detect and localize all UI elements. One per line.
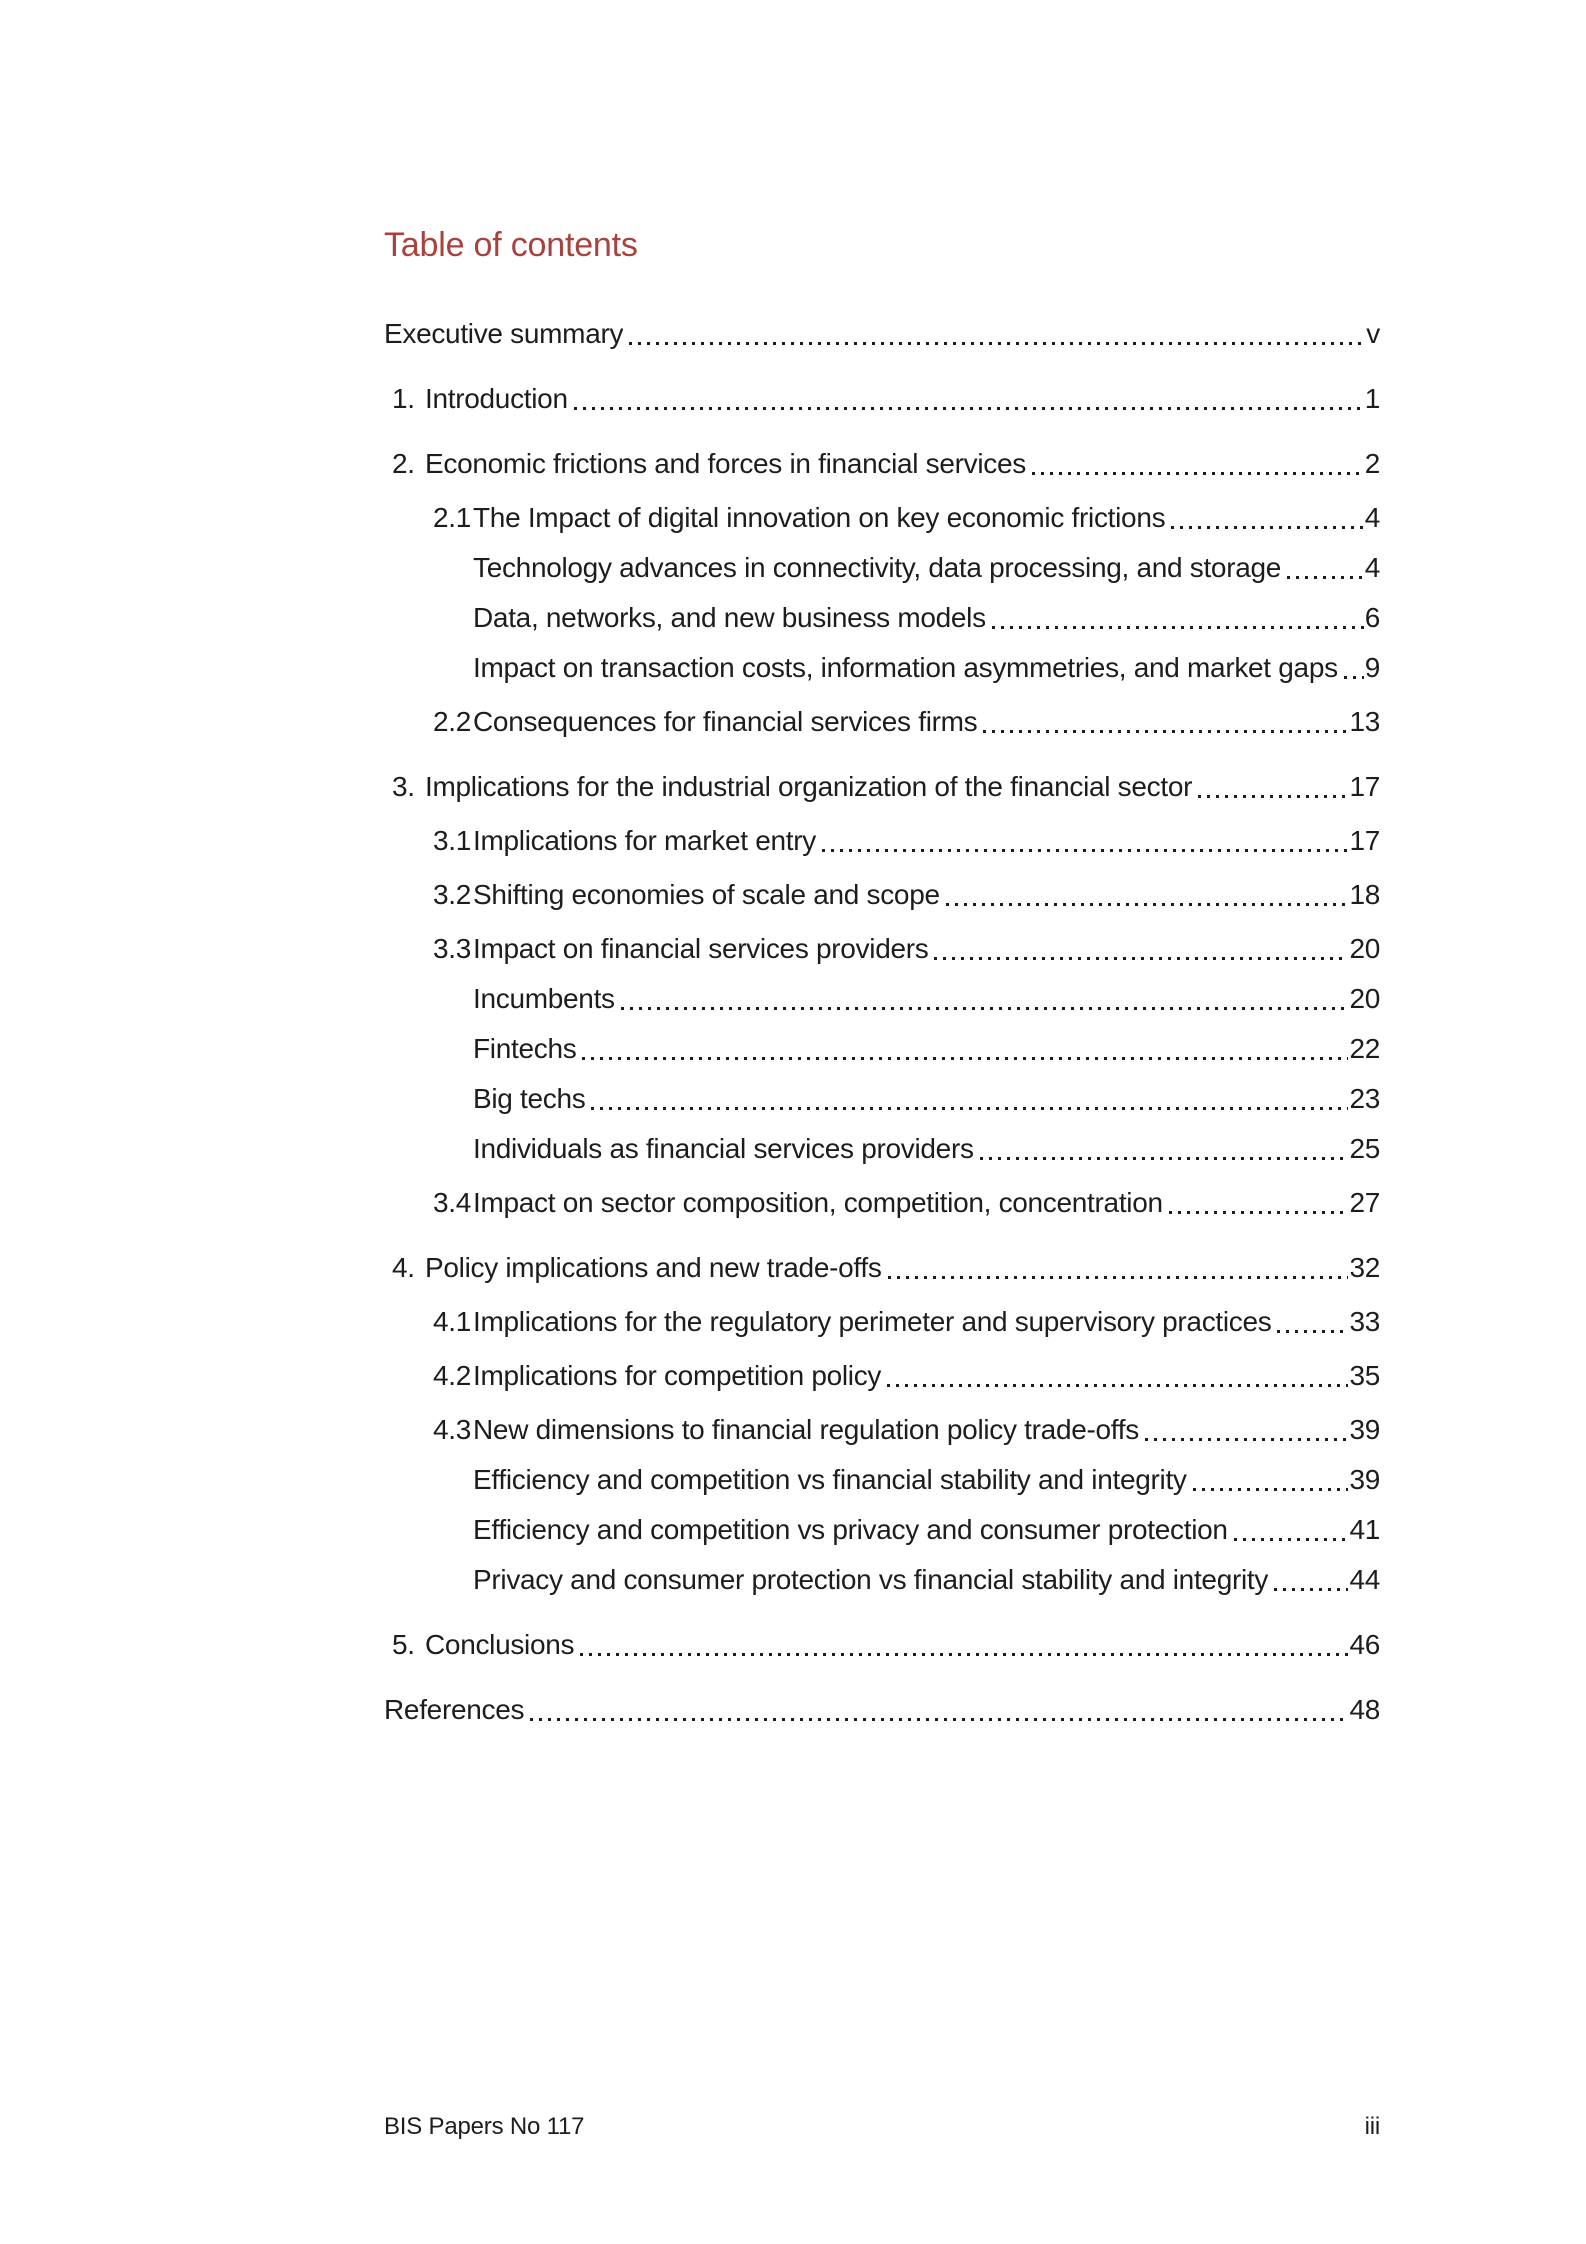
toc-entry[interactable]	[384, 931, 1380, 967]
dot-leader	[591, 1081, 1348, 1117]
toc-entry-number: 2.2	[433, 706, 472, 737]
toc-entry-number: 4.2	[433, 1360, 472, 1391]
dot-leader	[992, 600, 1364, 636]
dot-leader	[1169, 1185, 1349, 1221]
toc-entry[interactable]	[384, 1031, 1380, 1067]
toc-entry-page-number: 32	[1349, 1252, 1380, 1283]
dot-leader	[1032, 446, 1364, 482]
toc-entry-page-number: 4	[1364, 552, 1380, 583]
toc-entry-number: 3.	[392, 771, 415, 802]
toc-entry-number: 3.1	[433, 825, 472, 856]
dot-leader	[1193, 1462, 1349, 1498]
toc-entry-page-number: 33	[1349, 1306, 1380, 1337]
dot-leader	[582, 1031, 1348, 1067]
toc-entry-page-number: 4	[1364, 502, 1380, 533]
toc-entry-page-number: 20	[1349, 933, 1380, 964]
dot-leader	[887, 1358, 1348, 1394]
toc-entry-page-number: 44	[1349, 1564, 1380, 1595]
toc-entry[interactable]	[384, 381, 1380, 417]
toc-entry-label: Impact on transaction costs, information asymmetries, and market gaps	[473, 652, 1338, 683]
toc-entry-page-number: 6	[1364, 602, 1380, 633]
toc-entry-page-number: 46	[1349, 1629, 1380, 1660]
page-title: Table of contents	[384, 226, 638, 264]
toc-entry[interactable]	[384, 600, 1380, 636]
toc-entry-page-number: 18	[1349, 879, 1380, 910]
dot-leader	[530, 1692, 1348, 1728]
toc-entry[interactable]	[384, 769, 1380, 805]
toc-entry-label: Data, networks, and new business models	[473, 602, 986, 633]
toc-entry-number: 4.	[392, 1252, 415, 1283]
dot-leader	[822, 823, 1348, 859]
toc-entry-page-number: 13	[1349, 706, 1380, 737]
toc-entry-number: 1.	[392, 383, 415, 414]
toc-entry-label: Consequences for financial services firms	[473, 706, 978, 737]
toc-entry-label: New dimensions to financial regulation policy trade-offs	[473, 1414, 1139, 1445]
toc-entry-page-number: v	[1366, 318, 1380, 349]
toc-entry-label: Technology advances in connectivity, data processing, and storage	[473, 552, 1282, 583]
toc-entry-label: Implications for the industrial organization of the financial sector	[425, 771, 1193, 802]
toc-entry[interactable]	[384, 1512, 1380, 1548]
toc-entry[interactable]	[384, 550, 1380, 586]
toc-entry-page-number: 20	[1349, 983, 1380, 1014]
toc-entry-label: Implications for the regulatory perimeter and supervisory practices	[473, 1306, 1272, 1337]
toc-entry-label: Incumbents	[473, 983, 615, 1014]
toc-entry-page-number: 23	[1349, 1083, 1380, 1114]
toc-entry-page-number: 39	[1349, 1464, 1380, 1495]
toc-entry[interactable]	[384, 704, 1380, 740]
toc-entry-page-number: 17	[1349, 825, 1380, 856]
toc-entry[interactable]	[384, 1462, 1380, 1498]
toc-entry-page-number: 27	[1349, 1187, 1380, 1218]
dot-leader	[1277, 1304, 1348, 1340]
toc-entry-label: References	[384, 1694, 525, 1725]
toc-entry[interactable]	[384, 316, 1380, 352]
toc-entry-number: 5.	[392, 1629, 415, 1660]
toc-entry-page-number: 39	[1349, 1414, 1380, 1445]
dot-leader	[1344, 650, 1364, 686]
toc-entry-page-number: 41	[1349, 1514, 1380, 1545]
toc-entry[interactable]	[384, 650, 1380, 686]
dot-leader	[1234, 1512, 1349, 1548]
toc-entry-label: Efficiency and competition vs financial stability and integrity	[473, 1464, 1187, 1495]
toc-entry-page-number: 2	[1364, 448, 1380, 479]
toc-entry-label: Policy implications and new trade-offs	[425, 1252, 882, 1283]
toc-entry-label: Implications for market entry	[473, 825, 816, 856]
toc-entry[interactable]	[384, 1304, 1380, 1340]
toc-entry[interactable]	[384, 877, 1380, 913]
toc-entry[interactable]	[384, 1131, 1380, 1167]
toc-entry-label: Shifting economies of scale and scope	[473, 879, 940, 910]
toc-entry-label: Conclusions	[425, 1629, 575, 1660]
toc-entry[interactable]	[384, 500, 1380, 536]
dot-leader	[1171, 500, 1363, 536]
toc-entry-label: Fintechs	[473, 1033, 577, 1064]
toc-entry-number: 2.	[392, 448, 415, 479]
dot-leader	[1145, 1412, 1349, 1448]
dot-leader	[983, 704, 1348, 740]
toc-entry-number: 4.1	[433, 1306, 472, 1337]
dot-leader	[1274, 1562, 1348, 1598]
toc-entry-label: The Impact of digital innovation on key economic frictions	[473, 502, 1166, 533]
dot-leader	[934, 931, 1348, 967]
toc-entry-number: 4.3	[433, 1414, 472, 1445]
footer-page-number: iii	[1364, 2113, 1380, 2140]
toc-entry-label: Executive summary	[384, 318, 624, 349]
page-content	[384, 224, 1380, 1728]
toc-entry-label: Privacy and consumer protection vs financial stability and integrity	[473, 1564, 1269, 1595]
toc-entry[interactable]	[384, 1692, 1380, 1728]
toc-entry-label: Introduction	[425, 383, 568, 414]
dot-leader	[1287, 550, 1364, 586]
toc-entry-label: Big techs	[473, 1083, 586, 1114]
toc-entry-page-number: 17	[1349, 771, 1380, 802]
toc-entry-label: Impact on sector composition, competition, concentration	[473, 1187, 1163, 1218]
toc-entry-number: 3.2	[433, 879, 472, 910]
toc-entry[interactable]	[384, 1562, 1380, 1598]
dot-leader	[980, 1131, 1349, 1167]
dot-leader	[574, 381, 1364, 417]
toc-entry-label: Impact on financial services providers	[473, 933, 929, 964]
toc-entry-number: 2.1	[433, 502, 472, 533]
toc-entry[interactable]	[384, 981, 1380, 1017]
toc-entry-page-number: 22	[1349, 1033, 1380, 1064]
toc-entry-page-number: 1	[1364, 383, 1380, 414]
dot-leader	[621, 981, 1349, 1017]
toc-entry-number: 3.4	[433, 1187, 472, 1218]
toc-entry[interactable]	[384, 1358, 1380, 1394]
toc-entry-label: Implications for competition policy	[473, 1360, 882, 1391]
toc-entry-page-number: 35	[1349, 1360, 1380, 1391]
toc-entry[interactable]	[384, 1081, 1380, 1117]
toc-entry-page-number: 25	[1349, 1133, 1380, 1164]
toc-entry-number: 3.3	[433, 933, 472, 964]
toc-entry-label: Individuals as financial services providers	[473, 1133, 974, 1164]
toc-entry[interactable]	[384, 1250, 1380, 1286]
footer-document-title: BIS Papers No 117	[384, 2113, 585, 2140]
dot-leader	[629, 316, 1365, 352]
dot-leader	[888, 1250, 1349, 1286]
toc-entry-label: Efficiency and competition vs privacy and consumer protection	[473, 1514, 1228, 1545]
toc-entry[interactable]	[384, 1412, 1380, 1448]
toc-entry-page-number: 48	[1349, 1694, 1380, 1725]
toc-entry-label: Economic frictions and forces in financial services	[425, 448, 1026, 479]
toc-entry[interactable]	[384, 1627, 1380, 1663]
page-footer	[384, 2112, 1380, 2142]
table-of-contents	[384, 316, 1380, 1728]
dot-leader	[580, 1627, 1348, 1663]
toc-entry[interactable]	[384, 1185, 1380, 1221]
toc-entry[interactable]	[384, 446, 1380, 482]
toc-entry[interactable]	[384, 823, 1380, 859]
dot-leader	[946, 877, 1349, 913]
toc-entry-page-number: 9	[1364, 652, 1380, 683]
dot-leader	[1198, 769, 1348, 805]
